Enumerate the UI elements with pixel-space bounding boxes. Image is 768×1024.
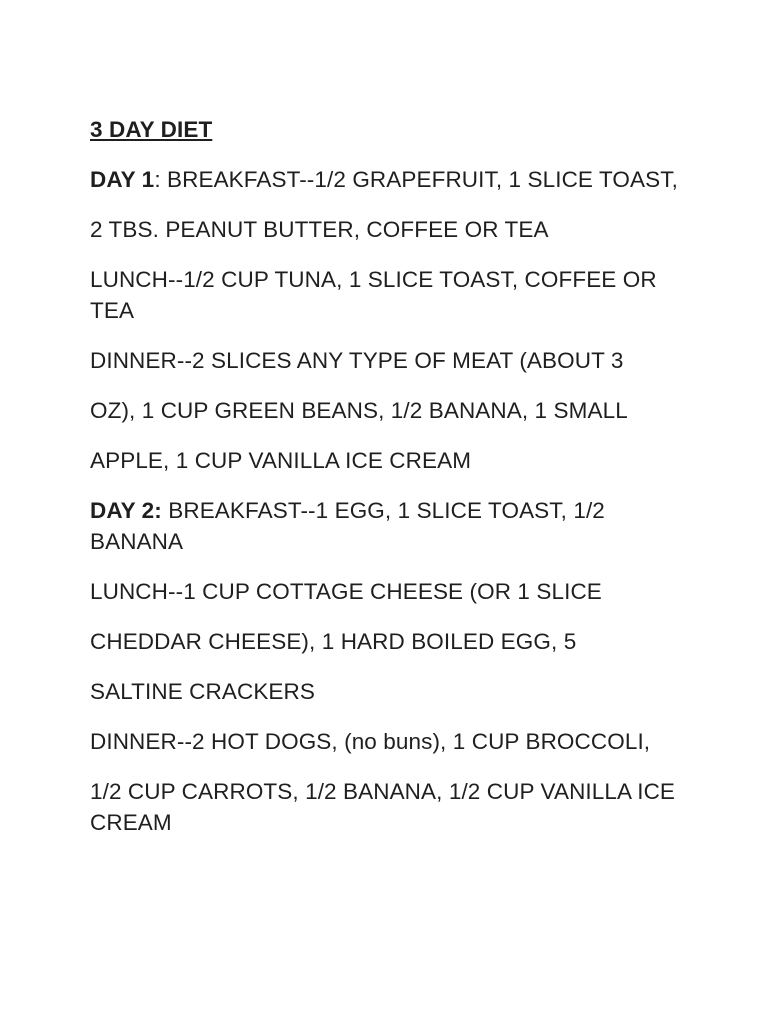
paragraph: [90, 345, 680, 376]
paragraph-text: : BREAKFAST--1/2 GRAPEFRUIT, 1 SLICE TOAST,: [154, 167, 678, 192]
paragraph-text: APPLE, 1 CUP VANILLA ICE CREAM: [90, 448, 472, 473]
paragraph: [90, 776, 680, 838]
document-page: [90, 114, 680, 857]
day-heading: DAY 2:: [90, 498, 162, 523]
paragraph-text: 2 TBS. PEANUT BUTTER, COFFEE OR TEA: [90, 217, 549, 242]
paragraph-text: 1/2 CUP CARROTS, 1/2 BANANA, 1/2 CUP VANILLA ICE CREAM: [90, 779, 676, 835]
paragraph: [90, 214, 680, 245]
paragraph-text: LUNCH--1/2 CUP TUNA, 1 SLICE TOAST, COFFEE OR TEA: [90, 267, 657, 323]
paragraph: [90, 395, 680, 426]
paragraph-text: CHEDDAR CHEESE), 1 HARD BOILED EGG, 5: [90, 629, 577, 654]
document-title: 3 DAY DIET: [90, 117, 213, 142]
paragraph: [90, 264, 680, 326]
paragraph: [90, 495, 680, 557]
paragraph-text: DINNER--2 SLICES ANY TYPE OF MEAT (ABOUT 3: [90, 348, 624, 373]
paragraph: [90, 164, 680, 195]
paragraph-text: DINNER--2 HOT DOGS, (no buns), 1 CUP BROCCOLI,: [90, 729, 651, 754]
paragraph-text: LUNCH--1 CUP COTTAGE CHEESE (OR 1 SLICE: [90, 579, 602, 604]
day-heading: DAY 1: [90, 167, 155, 192]
paragraph: [90, 726, 680, 757]
paragraph: [90, 445, 680, 476]
paragraph: [90, 626, 680, 657]
paragraph-text: SALTINE CRACKERS: [90, 679, 315, 704]
paragraph-text: OZ), 1 CUP GREEN BEANS, 1/2 BANANA, 1 SMALL: [90, 398, 628, 423]
paragraph: [90, 576, 680, 607]
paragraph-text: BREAKFAST--1 EGG, 1 SLICE TOAST, 1/2 BANANA: [90, 498, 605, 554]
paragraph: [90, 676, 680, 707]
